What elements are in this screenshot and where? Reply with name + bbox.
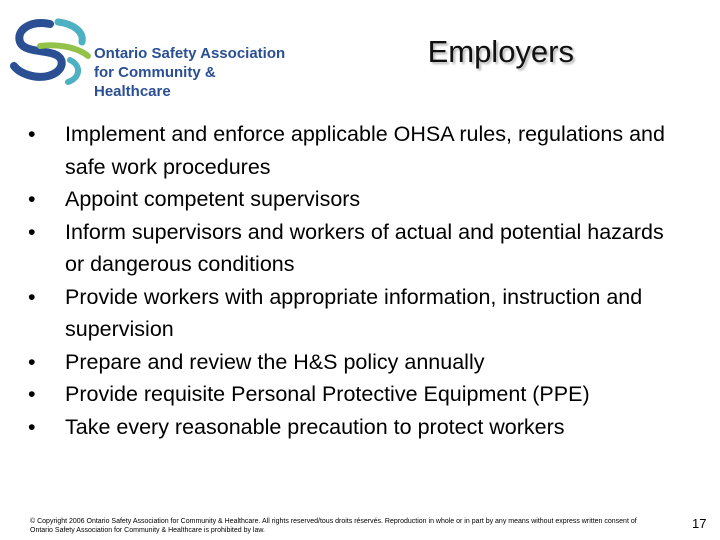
bullet-text: Provide requisite Personal Protective Equipment (PPE): [65, 382, 590, 406]
bullet-list: [28, 118, 688, 443]
logo-line-2: for Community & Healthcare: [94, 64, 216, 100]
bullet-text: Take every reasonable precaution to protect workers: [65, 414, 565, 439]
logo-text: [94, 44, 290, 101]
bullet-dot-icon: •: [28, 122, 36, 146]
bullet-item: [28, 378, 688, 411]
bullet-dot-icon: •: [28, 187, 36, 211]
bullet-item: [28, 216, 688, 281]
page-number: 17: [692, 516, 707, 531]
logo-line-1: Ontario Safety Association: [94, 45, 286, 62]
bullet-item: [28, 118, 688, 183]
bullet-item: [28, 281, 688, 346]
bullet-text: Implement and enforce applicable OHSA rules, regulations and safe work procedures: [65, 122, 665, 179]
bullet-item: [28, 411, 688, 444]
copyright-footer: © Copyright 2006 Ontario Safety Association for Community & Healthcare. All rights reserved/tous droits réservés. Reproduction in whole or in part by any means without express written consent of Ontario Safety Association for Community & Healthcare is prohibited by law.: [30, 518, 637, 534]
bullet-item: [28, 346, 688, 379]
bullet-dot-icon: •: [28, 284, 36, 309]
osach-swirl-logo-icon: [10, 16, 94, 92]
bullet-text: Appoint competent supervisors: [65, 187, 361, 211]
bullet-text: Inform supervisors and workers of actual and potential hazards or dangerous conditions: [65, 219, 664, 276]
bullet-text: Provide workers with appropriate information, instruction and supervision: [65, 284, 643, 341]
bullet-dot-icon: •: [28, 414, 36, 439]
bullet-item: [28, 183, 688, 216]
bullet-dot-icon: •: [28, 349, 36, 374]
osach-logo: [10, 16, 290, 100]
bullet-dot-icon: •: [28, 219, 36, 244]
bullet-text: Prepare and review the H&S policy annually: [65, 349, 485, 374]
slide-title: Employers: [427, 34, 574, 69]
bullet-dot-icon: •: [28, 382, 36, 406]
